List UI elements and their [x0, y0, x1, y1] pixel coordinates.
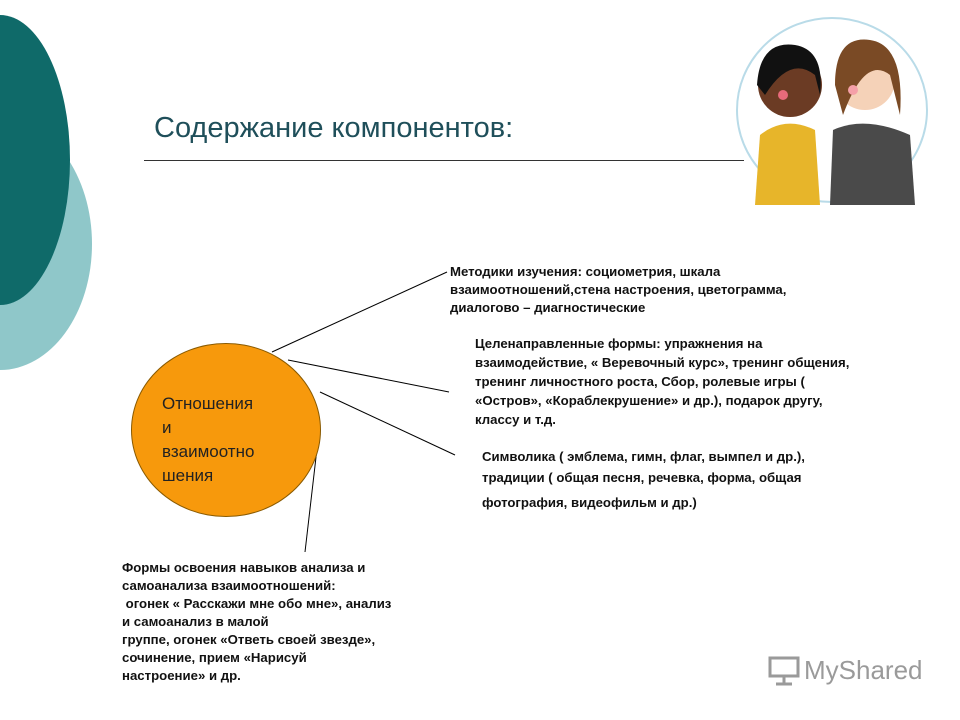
center-line: Отношения	[162, 394, 254, 413]
text-line: взаимодействие, « Веревочный курс», тренинг общения,	[475, 355, 850, 370]
connector-methods	[272, 272, 447, 352]
text-line: традиции ( общая песня, речевка, форма, общая	[482, 470, 802, 485]
text-line: и самоанализ в малой	[122, 614, 269, 629]
watermark-logo	[768, 655, 923, 686]
text-line: группе, огонек «Ответь своей звезде»,	[122, 632, 376, 647]
center-line: и	[162, 418, 172, 437]
text-line: Формы освоения навыков анализа и	[122, 560, 366, 575]
text-line: тренинг личностного роста, Сбор, ролевые игры (	[475, 374, 805, 389]
watermark-text: MyShared	[804, 655, 923, 685]
forms-text	[475, 334, 849, 429]
symbols-text	[482, 446, 805, 513]
text-line: огонек « Расскажи мне обо мне», анализ	[122, 596, 392, 611]
connector-symbols	[320, 392, 455, 455]
text-line: самоанализа взаимоотношений:	[122, 578, 336, 593]
text-line: «Остров», «Кораблекрушение» и др.), подарок другу,	[475, 393, 823, 408]
text-line: Символика ( эмблема, гимн, флаг, вымпел и др.),	[482, 449, 805, 464]
analysis-text	[122, 559, 391, 685]
text-line: сочинение, прием «Нарисуй	[122, 650, 307, 665]
slide-title: Содержание компонентов:	[154, 112, 514, 144]
text-line: Целенаправленные формы: упражнения на	[475, 336, 763, 351]
connector-forms	[288, 360, 449, 392]
text-line: фотография, видеофильм и др.)	[482, 495, 697, 510]
text-line: настроение» и др.	[122, 668, 241, 683]
text-line: взаимоотношений,стена настроения, цветограмма,	[450, 282, 787, 297]
text-line: классу и т.д.	[475, 412, 556, 427]
center-node-label	[162, 392, 254, 488]
center-line: взаимоотно	[162, 442, 255, 461]
text-line: диалогово – диагностические	[450, 300, 646, 315]
presentation-icon	[768, 656, 800, 686]
text-line: Методики изучения: социометрия, шкала	[450, 264, 721, 279]
center-line: шения	[162, 466, 214, 485]
methods-text	[450, 263, 786, 317]
